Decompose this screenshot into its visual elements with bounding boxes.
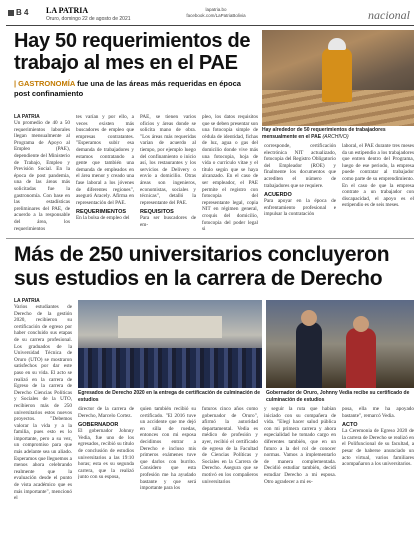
article1-photo-caption <box>262 127 414 140</box>
column-text: quien también recibió su certificado. "El 2016 tuve un accidente que me dejó en silla de ruedas, entonces con mi esposa decidimos entrar a Derecho e incluso mis primeros exámenes tuve que darlos con burrito. Considero que esta profesión me ha ayudado bastante y que será importante para los <box>140 406 196 492</box>
column-text: pleo, los datos requisitos que se deben presentar son una fotocopia simple de cédula de identidad, fichas de luz, agua o gas del domicilio donde vive más una fotocopia, hoja de vida o currículo vitae y el título según que se haya alcanzado. En el caso de ser empleador, el PAE permite el registro con fotocopia del representante legal, copia NIT en régimen general, croquis del domicilio, fotocopia del poder legal si <box>202 114 258 233</box>
article2-photo-governor <box>266 300 414 388</box>
article1-headline: Hay 50 requerimientos de trabajo al mes en el PAE <box>14 30 251 74</box>
column-text: tes varían y por ello, a veces existen más buscadores de empleo que empresas contratantes. "Esperamos subir esa demanda de trabajadores y estamos contratando a gente que también una demanda de empleados en el área menor y creado una fase laboral a los jóvenes de diferentes regiones", aseguró Aracely. Afirma en representación del PAE. <box>76 114 134 206</box>
article1-column-5 <box>264 143 336 235</box>
subhead: REQUERIMIENTOS <box>76 209 127 216</box>
article2-headline: Más de 250 universitarios concluyeron sus estudios en la carrera de Derecho <box>14 243 390 290</box>
page-header <box>6 4 414 26</box>
subhead: GOBERNADOR <box>78 422 119 429</box>
column-text: Un promedio de 40 a 50 requerimientos laborales llegan mensualmente al Programa de Apoyo al Empleo (PAE), dependiente del Ministerio de Trabajo, Empleo y Previsión Social. En la época de post pandemia, una de las áreas más solicitadas fue la gastronomía. Con base en las estadísticas preliminares del PAE, de acuerdo a la responsable del área, los requerimientos <box>14 120 70 232</box>
subhead: ACUERDO <box>264 192 292 199</box>
article1-column-6 <box>342 143 414 235</box>
article1-kicker <box>14 79 254 99</box>
kicker-tag: | GASTRONOMÍA <box>14 79 75 88</box>
column-text: Varios estudiantes de Derecho de la gestión 2020, recibieron su certificación de egreso por haber concluido sus etapas de su carrera profesional. Los graduados de la Universidad Técnica de Oruro (UTO) se mostraron satisfechos por dar este paso en su vida. El acto se realizó en la carrera de Egreso de la carrera de Derecho Ciencias Políticas y Sociales de la UTO, recibieron más de 250 universitarios estos nuevos proyectos. "Debemos valorar la vida y a la familia, pues esto es lo importante, pero a su vez, un compromiso para que más adelante sea un aliado. Esperamos que lleguemos a menos ahora celebrando realmente que la evaluación desde el punto de vista académico que es más importante", mencionó el <box>14 304 72 502</box>
column-text: futuros cinco años como gobernador de Oruro", afirmó la autoridad departamental. Vedia es médico de profesión y ayer, recibió el certificado de egreso de la Facultad de Ciencias Políticas y Sociales en la Carrera de Derecho. Asegura que se motivó en los compañeros universitarios <box>202 406 258 485</box>
crowd-shape <box>78 348 262 388</box>
person-head <box>353 316 369 332</box>
article1-column-3 <box>140 114 196 234</box>
article2-column-3 <box>140 406 196 530</box>
kicker-text: fue una de las áreas más requeridas en época post confinamiento <box>14 79 241 98</box>
subhead: REQUISITOS <box>140 209 174 216</box>
caption-text: Hay alrededor de 50 requerimientos de trabajadores mensualmente en el PAE <box>262 127 386 140</box>
article2-photo-caption-right: Gobernador de Oruro, Johnny Vedia recibe su certificado de culminación de estudios <box>266 390 410 403</box>
subhead: ACTO <box>342 422 358 429</box>
newspaper-name: LA PATRIA <box>46 6 89 15</box>
article2-column-2 <box>78 406 134 530</box>
article1-column-1 <box>14 114 70 234</box>
person-figure <box>296 322 322 388</box>
social-links <box>176 7 256 19</box>
column-text: Para apoyar en la época de enfrentamiento profesional e impulsar la contratación <box>264 198 336 218</box>
byline: LA PATRIA <box>14 298 40 304</box>
column-text: corresponde, certificación electrónica NIT actualizado, fotocopia del Registro Obligatorio del Empleador (ROE) y finalmente los documentos que acrediten el número de trabajadores que se requiere. <box>264 143 336 189</box>
dateline: Oruro, domingo 22 de agosto de 2021 <box>46 16 131 22</box>
column-text: Para ser buscadores de em- <box>140 215 196 228</box>
column-text: PAE, se tienen varios oficios y áreas donde se solicita mano de obra. "Los áreas más requeridas varían de acuerdo al tiempo, por ejemplo luego del confinamiento o inicio así, los restaurantes y los servicios de Delivery o envío a domicilio. Otras áreas son ingenieros, economistas, sociales y técnicas", detalló la representante del PAE. <box>140 114 196 206</box>
section-divider <box>6 238 414 239</box>
person-figure <box>346 328 376 388</box>
article2-column-6 <box>342 406 414 530</box>
article2-photo-graduates <box>78 300 262 388</box>
person-head <box>301 310 317 326</box>
column-text: laboral, el PAE durante tres meses da un estipendio a los trabajadores que entren dentro del Programa, luego de ese periodo, la empresa puede contratar al trabajador como parte de su emprendimiento. En el caso de que la empresa contrate a un trabajador con discapacidad, el apoyo es el estipendio es de seis meses. <box>342 143 414 209</box>
square-icon <box>8 10 14 16</box>
column-text: posa, ella me ha apoyado bastante", remarcó Vedia. <box>342 406 414 419</box>
column-text: En la bolsa de empleo del <box>76 215 130 222</box>
article2-column-1 <box>14 298 72 530</box>
section-label: nacional <box>368 8 410 22</box>
article2-column-4 <box>202 406 258 530</box>
column-text: director de la carrera de Derecho, Marcelo Cortez. <box>78 406 134 419</box>
article1-photo <box>262 30 414 126</box>
article1-column-2 <box>76 114 134 234</box>
page-number <box>8 8 28 17</box>
article2-column-5 <box>264 406 336 530</box>
column-text: El gobernador Johnny Vedia, fue uno de los egresados, recibió su título de conclusión de estudios universitarios a las 19:10 horas; esta es su segunda carrera, que la realizó junto con su esposa, <box>78 428 134 481</box>
social-link-facebook[interactable]: facebook.com/LaPatriaBolivia <box>186 13 246 18</box>
column-text: La Ceremonia de Egreso 2020 de la carrera de Derecho se realizó en el Polifuncional de su facultad, a pesar de haberse anunciado un acto virtual, varios familiares acompañaron a los universitarios. <box>342 428 414 468</box>
helmet-figure <box>328 38 346 50</box>
article1-column-4 <box>202 114 258 234</box>
worker-figure <box>322 48 352 102</box>
byline: LA PATRIA <box>14 114 40 120</box>
social-link-web[interactable]: lapatria.bo <box>205 7 227 12</box>
caption-credit: (ARCHIVO) <box>322 133 349 140</box>
page-number-text: B 4 <box>16 8 29 17</box>
article2-photo-caption-left: Egresados de Derecho 2020 en la entrega de certificación de culminación de estudios <box>78 390 261 403</box>
column-text: y seguir la ruta que habían iniciado con su compañera de vida. "Elegí hacer salud pública con mi primera carrera y ahora especialidad he tomado cargo en diferentes también, que en un futuro a la del rol de conocer normas. Vamos a implementarlo de manera complementada. Decidió estudiar también, decidí estudiar Derecho a mi esposa. Otro agradecer a mi es- <box>264 406 336 485</box>
stage-shape <box>118 316 222 338</box>
